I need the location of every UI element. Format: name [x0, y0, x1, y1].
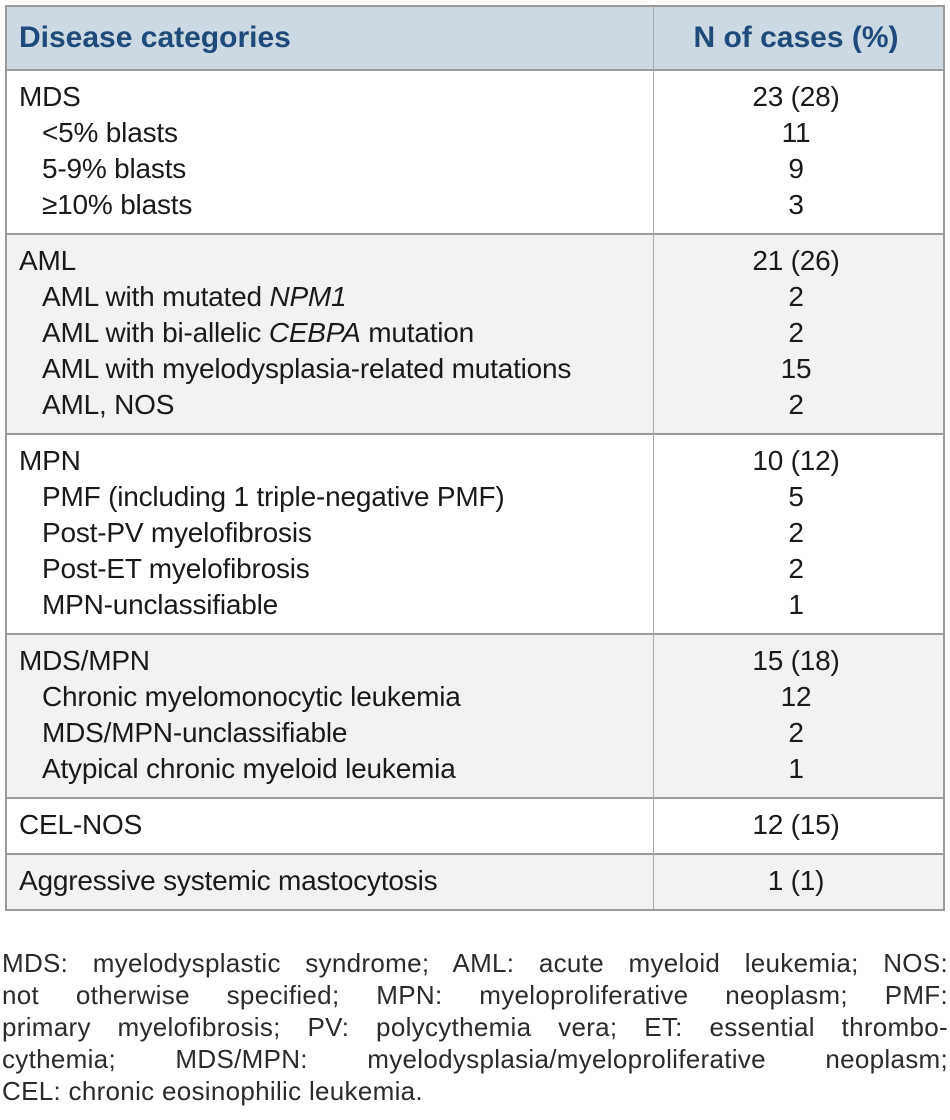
row-label: MDS/MPN-unclassifiable [42, 717, 348, 748]
table-row [7, 715, 943, 751]
row-label: MDS [19, 81, 81, 112]
row-value: 10 (12) [752, 445, 840, 476]
row-label: Aggressive systemic mastocytosis [19, 865, 438, 896]
row-value: 1 [788, 753, 804, 784]
section-mpn [7, 433, 943, 633]
row-value: 9 [788, 153, 804, 184]
footnote-line: MDS: myelodysplastic syndrome; AML: acute myeloid leukemia; NOS: [2, 948, 948, 978]
row-value: 2 [788, 717, 804, 748]
table-row [7, 443, 943, 479]
row-label: ≥10% blasts [42, 189, 193, 220]
table-row [7, 479, 943, 515]
table-row [7, 515, 943, 551]
row-label: Atypical chronic myeloid leukemia [42, 753, 456, 784]
row-label: AML with bi-allelic CEBPA mutation [42, 317, 475, 348]
table-row [7, 863, 943, 899]
section-mastocytosis [7, 853, 943, 909]
paper-page [0, 5, 950, 1120]
table-row [7, 387, 943, 423]
disease-categories-table [5, 5, 945, 911]
row-value: 23 (28) [752, 81, 840, 112]
row-label: AML with myelodysplasia-related mutations [42, 353, 572, 384]
table-row [7, 751, 943, 787]
table-row [7, 115, 943, 151]
row-value: 2 [788, 389, 804, 420]
table-row [7, 151, 943, 187]
footnote-line: primary myelofibrosis; PV: polycythemia vera; ET: essential thrombo- [2, 1012, 948, 1042]
row-label: MPN [19, 445, 81, 476]
row-label: MPN-unclassifiable [42, 589, 279, 620]
row-value: 2 [788, 517, 804, 548]
section-cel-nos [7, 797, 943, 853]
table-row [7, 643, 943, 679]
footnote-line: cythemia; MDS/MPN: myelodysplasia/myeloproliferative neoplasm; [2, 1044, 948, 1074]
row-value: 2 [788, 553, 804, 584]
table-row [7, 243, 943, 279]
gene-name-cebpa: CEBPA [268, 317, 361, 348]
table-row [7, 351, 943, 387]
row-value: 21 (26) [752, 245, 840, 276]
table-row [7, 315, 943, 351]
table-row [7, 79, 943, 115]
row-value: 12 (15) [752, 809, 840, 840]
row-label: CEL-NOS [19, 809, 143, 840]
table-row [7, 679, 943, 715]
row-label: <5% blasts [42, 117, 178, 148]
row-value: 2 [788, 281, 804, 312]
row-value: 3 [788, 189, 804, 220]
table-row [7, 587, 943, 623]
row-label: 5-9% blasts [42, 153, 187, 184]
row-value: 12 [780, 681, 812, 712]
row-label: AML [19, 245, 76, 276]
row-value: 15 [780, 353, 812, 384]
row-value: 15 (18) [752, 645, 840, 676]
header-disease-categories: Disease categories [19, 21, 291, 54]
row-value: 2 [788, 317, 804, 348]
table-row [7, 807, 943, 843]
table-row [7, 187, 943, 223]
row-label: MDS/MPN [19, 645, 150, 676]
row-label: AML with mutated NPM1 [42, 281, 347, 312]
row-label: AML, NOS [42, 389, 175, 420]
footnote-line: CEL: chronic eosinophilic leukemia. [2, 1076, 423, 1106]
row-value: 1 [788, 589, 804, 620]
section-mds-mpn [7, 633, 943, 797]
row-label: PMF (including 1 triple-negative PMF) [42, 481, 505, 512]
column-divider-line [653, 7, 654, 909]
table-row [7, 551, 943, 587]
table-header-row [7, 7, 943, 71]
table-row [7, 279, 943, 315]
footnote-line: not otherwise specified; MPN: myeloproliferative neoplasm; PMF: [2, 980, 948, 1010]
section-mds [7, 71, 943, 233]
section-aml [7, 233, 943, 433]
gene-name-npm1: NPM1 [269, 281, 347, 312]
abbreviations-footnote [2, 947, 948, 1107]
row-value: 1 (1) [767, 865, 825, 896]
row-label: Chronic myelomonocytic leukemia [42, 681, 461, 712]
row-value: 5 [788, 481, 804, 512]
row-value: 11 [781, 117, 811, 148]
row-label: Post-ET myelofibrosis [42, 553, 310, 584]
row-label: Post-PV myelofibrosis [42, 517, 312, 548]
header-n-of-cases: N of cases (%) [693, 21, 899, 54]
